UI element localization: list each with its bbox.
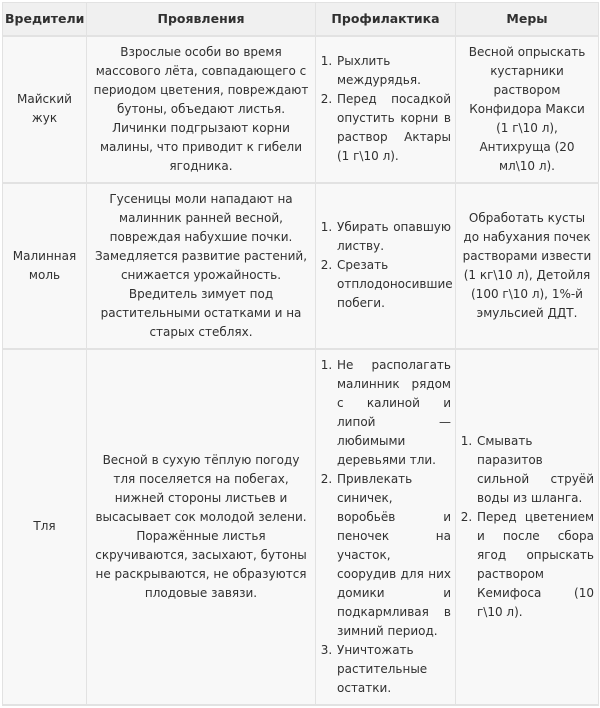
list-item: 1. Не располагать малинник рядом с калиной и липой — любимыми деревьями тли. <box>336 356 451 470</box>
col-header-prevention: Профилактика <box>316 3 456 36</box>
list-item: 1. Смывать паразитов сильной струёй воды из шланга. <box>476 432 594 508</box>
manifestation-text: Взрослые особи во время массового лёта, совпадающего с периодом цветения, повреждают бутоны, объедают листья. Личинки подгрызают корни малины, что приводит к гибели ягодника. <box>87 36 316 183</box>
list-item: 1. Рыхлить междурядья. <box>336 52 451 90</box>
table-row <box>3 183 599 349</box>
pests-table <box>2 2 599 706</box>
list-item: 2. Перед цветением и после сбора ягод опрыскать раствором Кемифоса (10 г\10 л). <box>476 508 594 622</box>
measures-list <box>458 432 594 622</box>
col-header-measures: Меры <box>456 3 599 36</box>
prevention-list <box>318 218 451 313</box>
list-item: 3. Уничтожать растительные остатки. <box>336 641 451 698</box>
list-item: 2. Срезать отплодоносившие побеги. <box>336 256 451 313</box>
measures-cell <box>456 349 599 705</box>
pest-name: Малинная моль <box>3 183 87 349</box>
measures-text: Обработать кусты до набухания почек растворами извести (1 кг\10 л), Детойля (100 г\10 л), 1%-й эмульсией ДДТ. <box>456 183 599 349</box>
table-header-row <box>3 3 599 36</box>
list-item: 2. Привлекать синичек, воробьёв и пеночек на участок, соорудив для них домики и подкармливая в зимний период. <box>336 470 451 641</box>
list-item: 2. Перед посадкой опустить корни в раствор Актары (1 г\10 л). <box>336 90 451 166</box>
col-header-manifestations: Проявления <box>87 3 316 36</box>
pest-name: Тля <box>3 349 87 705</box>
manifestation-text: Гусеницы моли нападают на малинник ранней весной, повреждая набухшие почки. Замедляется развитие растений, снижается урожайность. Вредитель зимует под растительными остатками и на старых стеблях. <box>87 183 316 349</box>
prevention-list <box>318 52 451 166</box>
table-row <box>3 36 599 183</box>
prevention-cell <box>316 349 456 705</box>
prevention-list <box>318 356 451 698</box>
list-item: 1. Убирать опавшую листву. <box>336 218 451 256</box>
prevention-cell <box>316 36 456 183</box>
measures-text: Весной опрыскать кустарники раствором Конфидора Макси (1 г\10 л), Антихруща (20 мл\10 л). <box>456 36 599 183</box>
pest-name: Майский жук <box>3 36 87 183</box>
col-header-pests: Вредители <box>3 3 87 36</box>
table-row <box>3 349 599 705</box>
prevention-cell <box>316 183 456 349</box>
manifestation-text: Весной в сухую тёплую погоду тля поселяется на побегах, нижней стороны листьев и высасывает сок молодой зелени. Поражённые листья скручиваются, засыхают, бутоны не раскрываются, не образуются плодовые завязи. <box>87 349 316 705</box>
